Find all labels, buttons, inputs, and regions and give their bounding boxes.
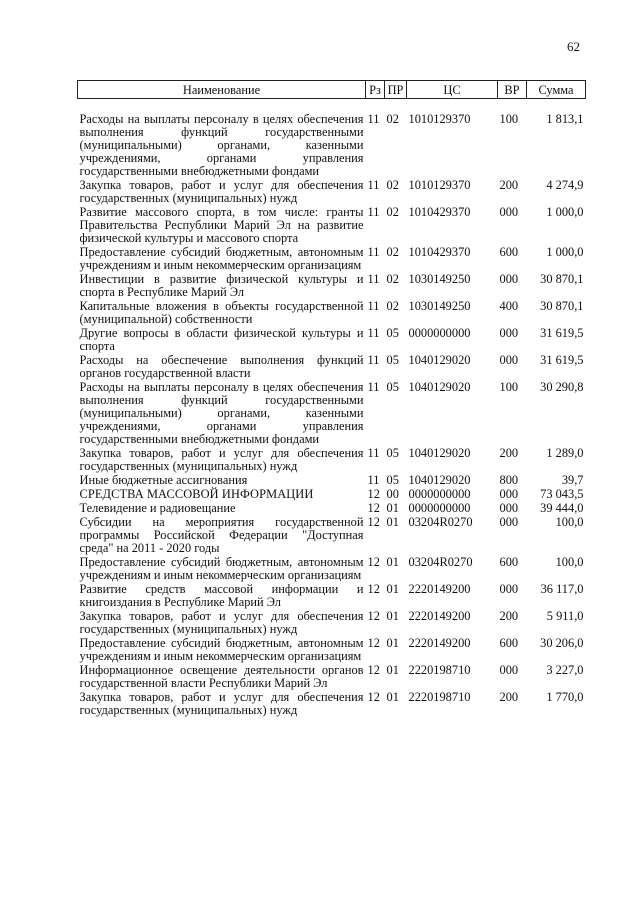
row-rz: 11	[367, 245, 380, 259]
row-vr: 000	[499, 487, 519, 501]
table-row	[78, 273, 586, 300]
row-sum: 36 117,0	[540, 582, 584, 596]
row-cs: 2220198710	[408, 663, 471, 677]
row-pr: 01	[386, 501, 399, 515]
row-name: Развитие массового спорта, в том числе: гранты Правительства Республики Марий Эл на развитие физической культуры и массового спорта	[79, 205, 364, 245]
row-pr: 05	[386, 473, 399, 487]
row-name: Субсидии на мероприятия государственной программы Российской Федерации "Доступная среда" на 2011 - 2020 годы	[79, 515, 364, 555]
row-sum: 1 813,1	[546, 112, 584, 126]
row-rz: 12	[367, 582, 380, 596]
header-pr: ПР	[385, 81, 407, 99]
row-name: Закупка товаров, работ и услуг для обеспечения государственных (муниципальных) нужд	[79, 609, 364, 636]
row-sum: 4 274,9	[546, 178, 584, 192]
row-rz: 11	[367, 299, 380, 313]
table-row	[78, 206, 586, 246]
table-header-row	[78, 81, 586, 99]
row-cs: 1040129020	[408, 446, 471, 460]
row-pr: 01	[386, 690, 399, 704]
row-rz: 12	[367, 636, 380, 650]
table-row	[78, 381, 586, 447]
table-row	[78, 516, 586, 556]
row-vr: 200	[499, 690, 519, 704]
table-row	[78, 354, 586, 381]
row-cs: 2220149200	[408, 609, 471, 623]
row-pr: 02	[386, 272, 399, 286]
row-sum: 1 770,0	[546, 690, 584, 704]
table-row	[78, 99, 586, 180]
row-sum: 3 227,0	[546, 663, 584, 677]
row-pr: 01	[386, 582, 399, 596]
row-rz: 11	[367, 112, 380, 126]
row-vr: 000	[499, 205, 519, 219]
row-sum: 30 206,0	[540, 636, 584, 650]
row-rz: 12	[367, 501, 380, 515]
row-vr: 200	[499, 609, 519, 623]
row-cs: 1010429370	[408, 205, 471, 219]
header-sum: Сумма	[527, 81, 586, 99]
row-vr: 800	[499, 473, 519, 487]
row-sum: 30 870,1	[540, 272, 584, 286]
row-name: Информационное освещение деятельности органов государственной власти Республики Марий Эл	[79, 663, 364, 690]
row-cs: 2220149200	[408, 582, 471, 596]
row-pr: 01	[386, 515, 399, 529]
table-row	[78, 300, 586, 327]
row-vr: 000	[499, 272, 519, 286]
row-pr: 02	[386, 245, 399, 259]
row-cs: 03204R0270	[408, 515, 473, 529]
row-rz: 11	[367, 446, 380, 460]
row-name: Телевидение и радиовещание	[79, 501, 236, 515]
row-pr: 02	[386, 205, 399, 219]
row-cs: 2220149200	[408, 636, 471, 650]
row-pr: 05	[386, 326, 399, 340]
row-rz: 12	[367, 690, 380, 704]
header-vr: ВР	[498, 81, 527, 99]
row-cs: 03204R0270	[408, 555, 473, 569]
header-rz: Рз	[366, 81, 385, 99]
row-cs: 1010129370	[408, 112, 471, 126]
row-cs: 1040129020	[408, 380, 471, 394]
row-name: Предоставление субсидий бюджетным, автономным учреждениям и иным некоммерческим организациям	[79, 555, 364, 582]
table-row	[78, 474, 586, 488]
row-cs: 1040129020	[408, 473, 471, 487]
row-sum: 1 000,0	[546, 245, 584, 259]
row-name: Расходы на выплаты персоналу в целях обеспечения выполнения функций государственными (муниципальными) органами, казенными учреждениями, органами управления государственными внебюджетными фондами	[79, 380, 364, 446]
table-row	[78, 556, 586, 583]
row-vr: 200	[499, 446, 519, 460]
row-pr: 00	[386, 487, 399, 501]
row-pr: 01	[386, 555, 399, 569]
row-name: Другие вопросы в области физической культуры и спорта	[79, 326, 364, 353]
row-sum: 100,0	[555, 515, 584, 529]
row-vr: 200	[499, 178, 519, 192]
row-pr: 02	[386, 299, 399, 313]
table-row	[78, 583, 586, 610]
row-name: Закупка товаров, работ и услуг для обеспечения государственных (муниципальных) нужд	[79, 178, 364, 205]
table-row	[78, 488, 586, 502]
row-sum: 30 870,1	[540, 299, 584, 313]
row-cs: 0000000000	[408, 501, 471, 515]
row-sum: 5 911,0	[546, 609, 584, 623]
row-name: Развитие средств массовой информации и книгоиздания в Республике Марий Эл	[79, 582, 364, 609]
row-pr: 01	[386, 663, 399, 677]
row-pr: 02	[386, 178, 399, 192]
row-sum: 31 619,5	[540, 353, 584, 367]
row-pr: 01	[386, 636, 399, 650]
row-vr: 600	[499, 245, 519, 259]
page-number: 62	[567, 39, 580, 54]
row-rz: 11	[367, 380, 380, 394]
row-vr: 000	[499, 501, 519, 515]
row-vr: 000	[499, 663, 519, 677]
row-sum: 39 444,0	[540, 501, 584, 515]
row-rz: 12	[367, 663, 380, 677]
header-cs: ЦС	[407, 81, 498, 99]
row-cs: 1030149250	[408, 299, 471, 313]
row-sum: 1 289,0	[546, 446, 584, 460]
row-sum: 39,7	[561, 473, 584, 487]
table-row	[78, 447, 586, 474]
row-sum: 73 043,5	[540, 487, 584, 501]
row-sum: 100,0	[555, 555, 584, 569]
row-rz: 12	[367, 515, 380, 529]
header-name: Наименование	[78, 81, 366, 99]
row-name: Закупка товаров, работ и услуг для обеспечения государственных (муниципальных) нужд	[79, 446, 364, 473]
row-rz: 12	[367, 487, 380, 501]
row-sum: 31 619,5	[540, 326, 584, 340]
table-row	[78, 179, 586, 206]
row-cs: 2220198710	[408, 690, 471, 704]
table-row	[78, 246, 586, 273]
row-rz: 12	[367, 609, 380, 623]
row-rz: 11	[367, 473, 380, 487]
table-row	[78, 327, 586, 354]
table-row	[78, 610, 586, 637]
row-vr: 100	[499, 112, 519, 126]
table-row	[78, 502, 586, 516]
row-rz: 11	[367, 272, 380, 286]
row-name: Расходы на обеспечение выполнения функций органов государственной власти	[79, 353, 364, 380]
row-pr: 01	[386, 609, 399, 623]
row-vr: 600	[499, 555, 519, 569]
row-vr: 000	[499, 353, 519, 367]
row-vr: 600	[499, 636, 519, 650]
table-body	[78, 99, 586, 719]
row-name: Инвестиции в развитие физической культуры и спорта в Республике Марий Эл	[79, 272, 364, 299]
row-pr: 05	[386, 446, 399, 460]
row-vr: 100	[499, 380, 519, 394]
row-cs: 1010429370	[408, 245, 471, 259]
row-rz: 11	[367, 326, 380, 340]
row-vr: 400	[499, 299, 519, 313]
row-name: Закупка товаров, работ и услуг для обеспечения государственных (муниципальных) нужд	[79, 690, 364, 717]
row-cs: 1030149250	[408, 272, 471, 286]
table-row	[78, 637, 586, 664]
row-cs: 1040129020	[408, 353, 471, 367]
row-cs: 0000000000	[408, 326, 471, 340]
row-cs: 0000000000	[408, 487, 471, 501]
row-cs: 1010129370	[408, 178, 471, 192]
row-rz: 11	[367, 205, 380, 219]
row-vr: 000	[499, 515, 519, 529]
row-rz: 11	[367, 178, 380, 192]
row-rz: 11	[367, 353, 380, 367]
row-sum: 1 000,0	[546, 205, 584, 219]
row-name: Капитальные вложения в объекты государственной (муниципальной) собственности	[79, 299, 364, 326]
budget-table	[77, 80, 586, 718]
table-row	[78, 664, 586, 691]
row-sum: 30 290,8	[540, 380, 584, 394]
table-row	[78, 691, 586, 718]
row-name: СРЕДСТВА МАССОВОЙ ИНФОРМАЦИИ	[79, 487, 314, 501]
row-name: Предоставление субсидий бюджетным, автономным учреждениям и иным некоммерческим организациям	[79, 245, 364, 272]
row-vr: 000	[499, 582, 519, 596]
row-pr: 05	[386, 380, 399, 394]
row-pr: 05	[386, 353, 399, 367]
row-vr: 000	[499, 326, 519, 340]
row-name: Предоставление субсидий бюджетным, автономным учреждениям и иным некоммерческим организациям	[79, 636, 364, 663]
row-rz: 12	[367, 555, 380, 569]
row-name: Иные бюджетные ассигнования	[79, 473, 248, 487]
row-name: Расходы на выплаты персоналу в целях обеспечения выполнения функций государственными (муниципальными) органами, казенными учреждениями, органами управления государственными внебюджетными фондами	[79, 112, 364, 178]
row-pr: 02	[386, 112, 399, 126]
